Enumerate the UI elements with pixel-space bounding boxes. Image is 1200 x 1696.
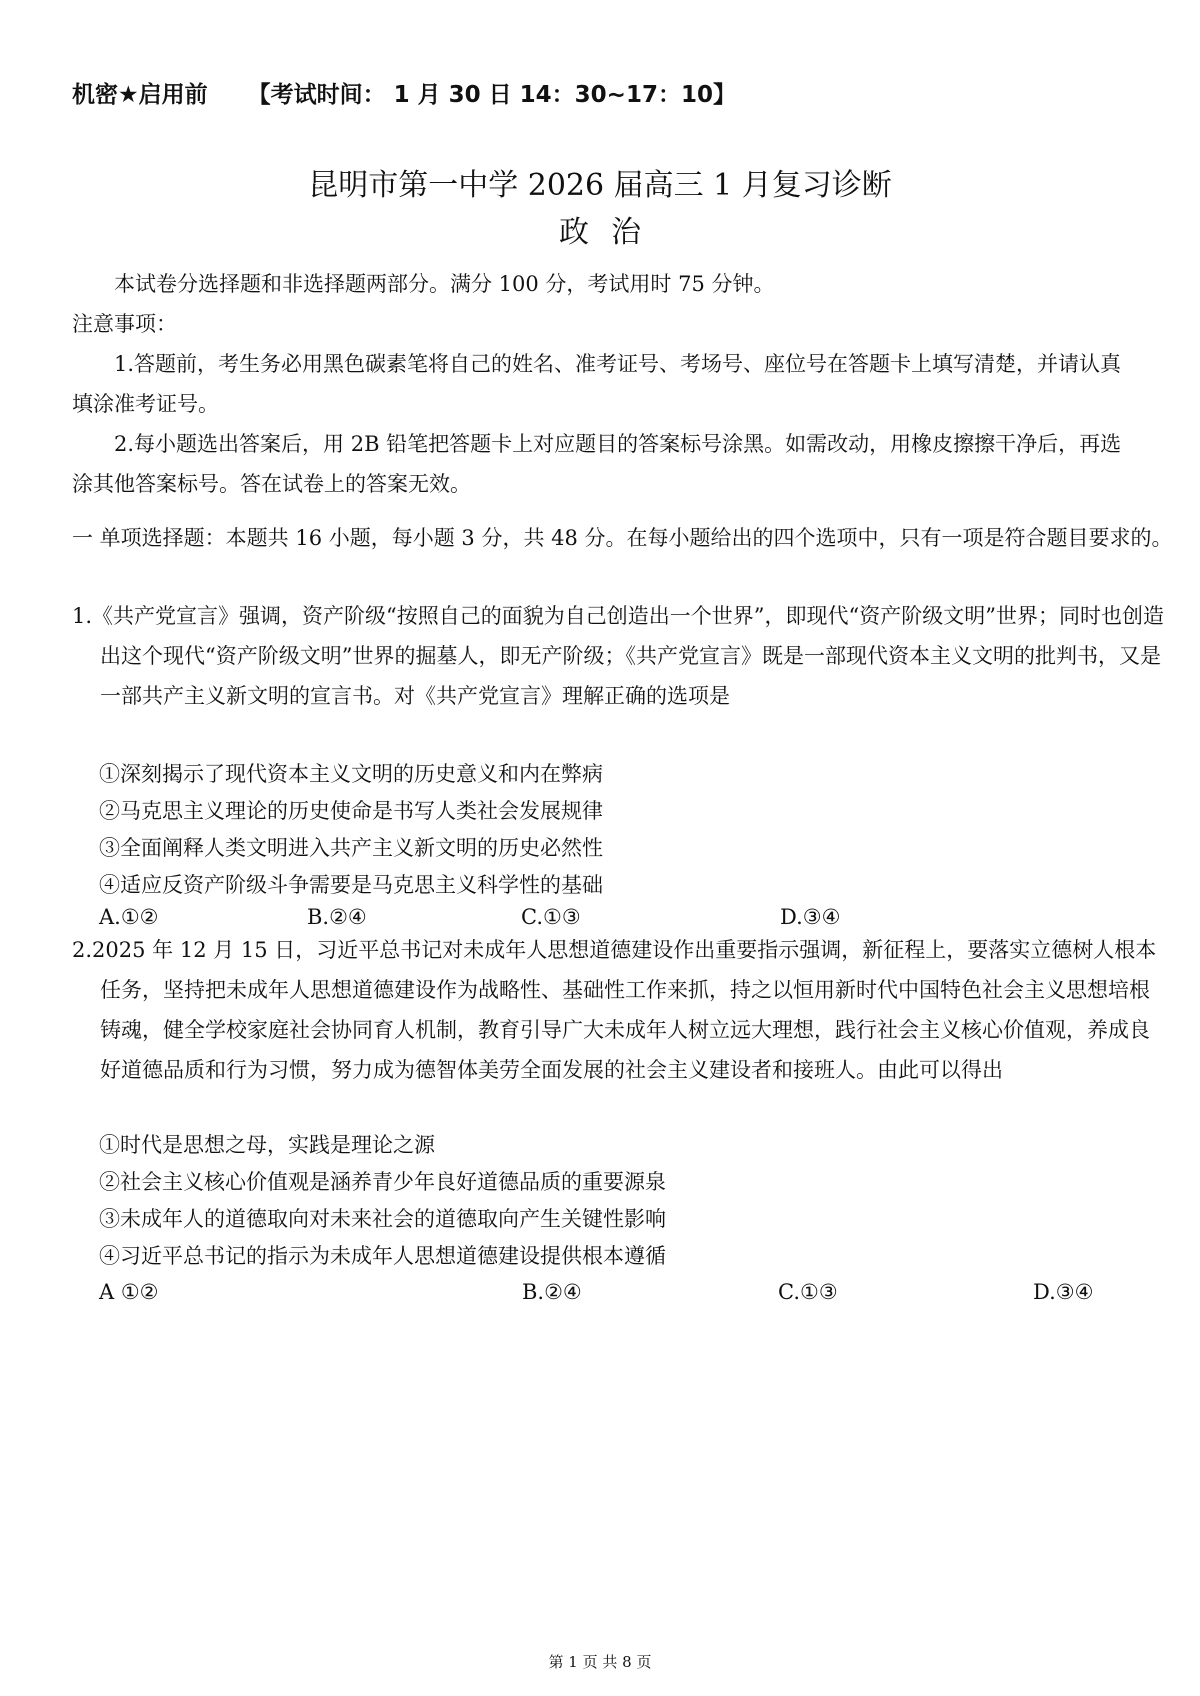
question-statement: ②社会主义核心价值观是涵养青少年良好道德品质的重要源泉: [99, 1170, 666, 1194]
question-statement: ④习近平总书记的指示为未成年人思想道德建设提供根本遵循: [99, 1244, 666, 1268]
answer-choice: A.①②: [99, 905, 159, 929]
answer-choice: B.②④: [307, 905, 367, 929]
exam-intro: 本试卷分选择题和非选择题两部分。满分 100 分，考试用时 75 分钟。: [114, 272, 775, 296]
question-statement: ④适应反资产阶级斗争需要是马克思主义科学性的基础: [99, 873, 603, 897]
question-statement: ①深刻揭示了现代资本主义文明的历史意义和内在弊病: [99, 762, 603, 786]
note-item: 1.答题前，考生务必用黑色碳素笔将自己的姓名、准考证号、考场号、座位号在答题卡上填写清楚，并请认真填涂准考证号。: [72, 352, 1122, 416]
subject-title: 政治: [559, 215, 663, 250]
exam-title: 昆明市第一中学 2026 届高三 1 月复习诊断: [308, 168, 892, 203]
question-stem: 2.2025 年 12 月 15 日，习近平总书记对未成年人思想道德建设作出重要指示强调，新征程上，要落实立德树人根本任务，坚持把未成年人思想道德建设作为战略性、基础性工作来抓，持之以恒用新时代中国特色社会主义思想培根铸魂，健全学校家庭社会协同育人机制，教育引导广大未成年人树立远大理想，践行社会主义核心价值观，养成良好道德品质和行为习惯，努力成为德智体美劳全面发展的社会主义建设者和接班人。由此可以得出: [72, 938, 1157, 1082]
question-statement: ②马克思主义理论的历史使命是书写人类社会发展规律: [99, 799, 603, 823]
question-statement: ③全面阐释人类文明进入共产主义新文明的历史必然性: [99, 836, 603, 860]
answer-choice: C.①③: [778, 1280, 838, 1304]
exam-header: [72, 76, 736, 109]
section-heading: 一 单项选择题：本题共 16 小题，每小题 3 分，共 48 分。在每小题给出的四个选项中，只有一项是符合题目要求的。: [72, 526, 1173, 550]
page-number: 第 1 页 共 8 页: [548, 1653, 652, 1671]
answer-choice: B.②④: [522, 1280, 582, 1304]
note-item: 2.每小题选出答案后，用 2B 铅笔把答题卡上对应题目的答案标号涂黑。如需改动，用橡皮擦擦干净后，再选涂其他答案标号。答在试卷上的答案无效。: [72, 432, 1122, 496]
exam-time: 【考试时间： 1 月 30 日 14：30~17：10】: [247, 82, 736, 108]
answer-choice: A ①②: [99, 1280, 159, 1304]
question-statement: ③未成年人的道德取向对未来社会的道德取向产生关键性影响: [99, 1207, 666, 1231]
confidential-label: 机密★启用前: [72, 82, 208, 108]
notes-heading: 注意事项：: [72, 312, 177, 336]
answer-choice: D.③④: [1033, 1280, 1094, 1304]
question-stem: 1.《共产党宣言》强调，资产阶级“按照自己的面貌为自己创造出一个世界”，即现代“资产阶级文明”世界；同时也创造出这个现代“资产阶级文明”世界的掘墓人，即无产阶级；《共产党宣言》既是一部现代资本主义文明的批判书，又是一部共产主义新文明的宣言书。对《共产党宣言》理解正确的选项是: [72, 604, 1164, 708]
question-statement: ①时代是思想之母，实践是理论之源: [99, 1133, 435, 1157]
answer-choice: D.③④: [780, 905, 841, 929]
answer-choice: C.①③: [521, 905, 581, 929]
